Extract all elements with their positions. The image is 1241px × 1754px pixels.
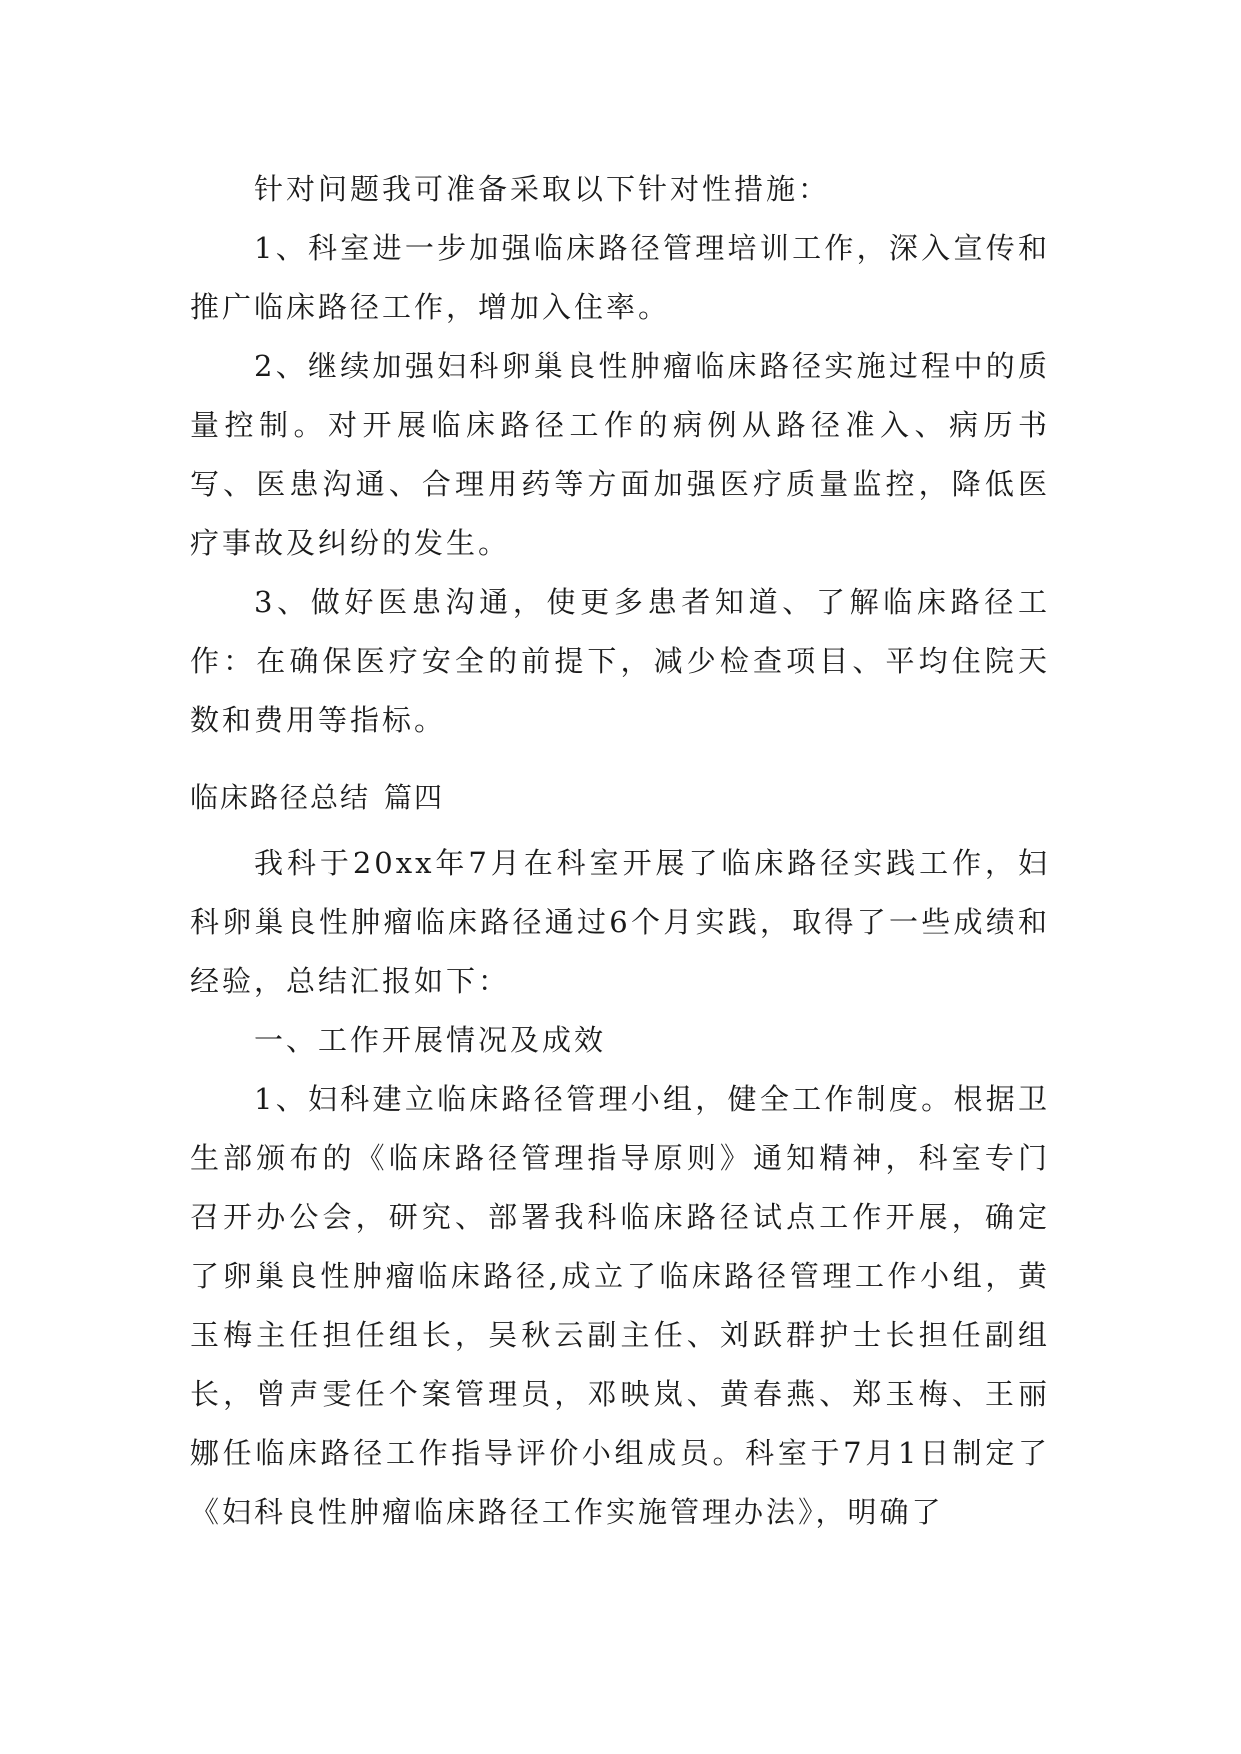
measure-item-3: 3、做好医患沟通，使更多患者知道、了解临床路径工作：在确保医疗安全的前提下，减少检查项目、平均住院天数和费用等指标。 [190,585,1050,737]
measure-item-2: 2、继续加强妇科卵巢良性肿瘤临床路径实施过程中的质量控制。对开展临床路径工作的病例从路径准入、病历书写、医患沟通、合理用药等方面加强医疗质量监控，降低医疗事故及纠纷的发生。 [190,349,1050,560]
document-body [190,160,1050,1542]
section-title-main: 临床路径总结 [190,781,371,814]
measure-item-1: 1、科室进一步加强临床路径管理培训工作，深入宣传和推广临床路径工作，增加入住率。 [190,231,1050,324]
summary-item-1: 1、妇科建立临床路径管理小组，健全工作制度。根据卫生部颁布的《临床路径管理指导原则》通知精神，科室专门召开办公会，研究、部署我科临床路径试点工作开展，确定了卵巢良性肿瘤临床路径,成立了临床路径管理工作小组，黄玉梅主任担任组长，吴秋云副主任、刘跃群护士长担任副组长，曾声雯任个案管理员，邓映岚、黄春燕、郑玉梅、王丽娜任临床路径工作指导评价小组成员。科室于7月1日制定了《妇科良性肿瘤临床路径工作实施管理办法》，明确了 [190,1082,1050,1529]
measures-intro: 针对问题我可准备采取以下针对性措施： [254,172,831,206]
summary-intro: 我科于20xx年7月在科室开展了临床路径实践工作，妇科卵巢良性肿瘤临床路径通过6个月实践，取得了一些成绩和经验，总结汇报如下： [190,846,1050,998]
summary-subheading: 一、工作开展情况及成效 [254,1023,607,1057]
section-title-part: 篇四 [384,781,445,814]
section-title [190,778,1050,818]
